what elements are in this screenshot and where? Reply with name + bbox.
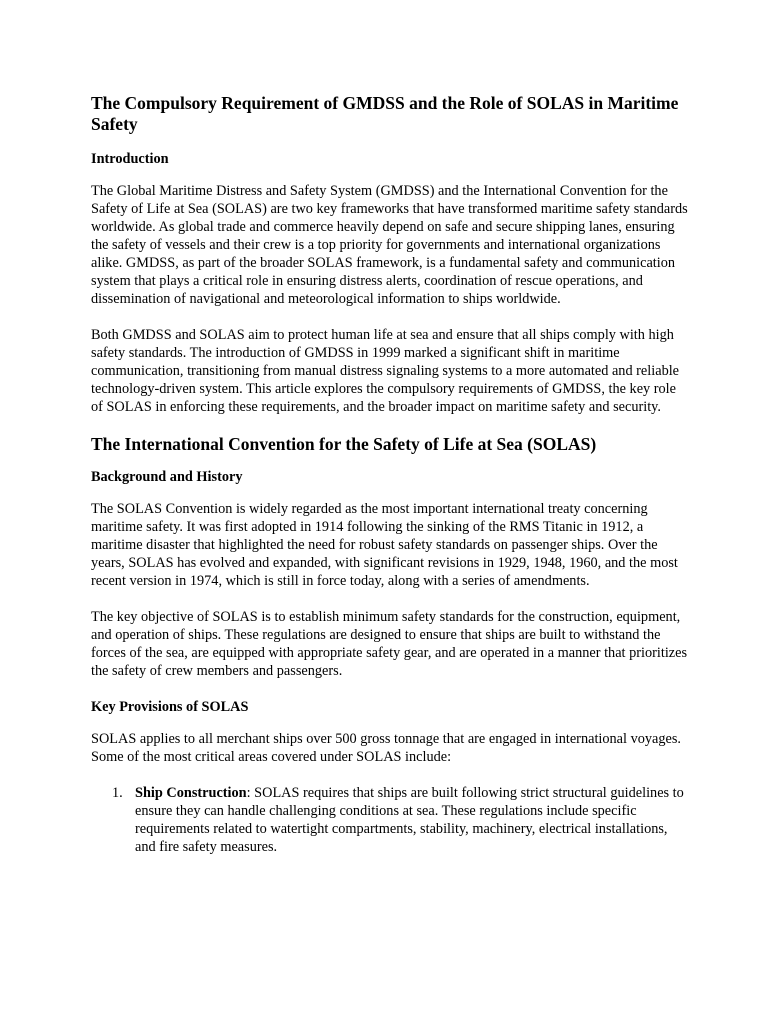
introduction-paragraph-2: Both GMDSS and SOLAS aim to protect human life at sea and ensure that all ships comply with high safety standards. The introduction of GMDSS in 1999 marked a significant shift in maritime communication, transitioning from manual distress signaling systems to a more automated and reliable technology-driven system. This article explores the compulsory requirements of GMDSS, the key role of SOLAS in enforcing these requirements, and the broader impact on maritime safety and security. <box>91 327 680 415</box>
document-page <box>91 93 691 856</box>
provisions-list <box>91 784 691 856</box>
provisions-intro: SOLAS applies to all merchant ships over 500 gross tonnage that are engaged in international voyages. Some of the most critical areas covered under SOLAS include: <box>91 731 681 765</box>
list-item <box>91 784 691 856</box>
provisions-heading: Key Provisions of SOLAS <box>91 699 249 715</box>
list-item-text: : SOLAS requires that ships are built following strict structural guidelines to ensure they can handle challenging conditions at sea. These regulations include specific requirements related to watertight compartments, stability, machinery, electrical installations, and fire safety measures. <box>135 785 684 855</box>
document-title: The Compulsory Requirement of GMDSS and the Role of SOLAS in Maritime Safety <box>91 93 679 134</box>
introduction-paragraph-1: The Global Maritime Distress and Safety System (GMDSS) and the International Convention for the Safety of Life at Sea (SOLAS) are two key frameworks that have transformed maritime safety standards worldwide. As global trade and commerce heavily depend on safe and secure shipping lanes, ensuring the safety of vessels and their crew is a top priority for governments and international organizations alike. GMDSS, as part of the broader SOLAS framework, is a fundamental safety and communication system that plays a critical role in ensuring distress alerts, coordination of rescue operations, and dissemination of navigational and meteorological information to ships worldwide. <box>91 183 688 307</box>
background-paragraph-2: The key objective of SOLAS is to establish minimum safety standards for the construction, equipment, and operation of ships. These regulations are designed to ensure that ships are built to withstand the forces of the sea, are equipped with appropriate safety gear, and are operated in a manner that prioritizes the safety of crew members and passengers. <box>91 609 688 679</box>
background-heading: Background and History <box>91 469 243 485</box>
background-paragraph-1: The SOLAS Convention is widely regarded as the most important international treaty concerning maritime safety. It was first adopted in 1914 following the sinking of the RMS Titanic in 1912, a maritime disaster that highlighted the need for robust safety standards on passenger ships. Over the years, SOLAS has evolved and expanded, with significant revisions in 1929, 1948, 1960, and the most recent version in 1974, which is still in force today, along with a series of amendments. <box>91 501 678 589</box>
list-item-number: 1. <box>112 785 123 801</box>
introduction-heading: Introduction <box>91 151 169 167</box>
solas-section-heading: The International Convention for the Safety of Life at Sea (SOLAS) <box>91 434 597 454</box>
list-item-term: Ship Construction <box>135 785 247 801</box>
